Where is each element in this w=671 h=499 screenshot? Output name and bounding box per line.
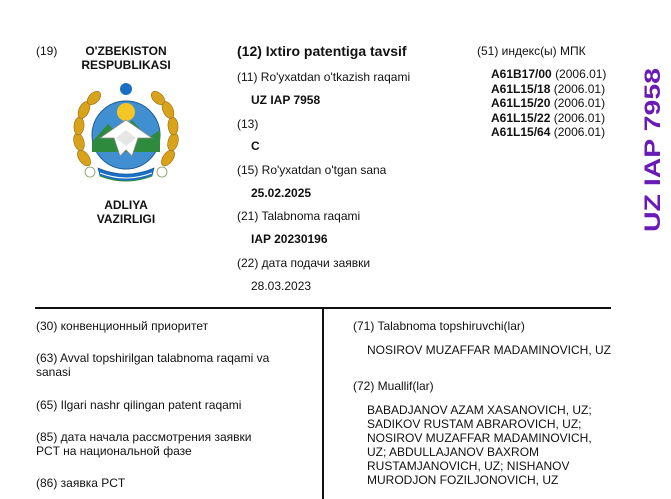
ministry-line-2: VAZIRLIGI	[96, 212, 156, 226]
filing-date-value: 28.03.2023	[251, 279, 312, 293]
ipc-code: A61L15/18	[491, 81, 551, 96]
registration-number-label: (11) Ro'yxatdan o'tkazish raqami	[237, 70, 411, 84]
application-number-value: IAP 20230196	[251, 232, 328, 246]
ipc-code: A61B17/00	[491, 67, 552, 81]
application-number-label: (21) Talabnoma raqami	[237, 209, 361, 223]
filing-date-label: (22) дата подачи заявки	[237, 256, 371, 270]
author-value: BABADJANOV AZAM XASANOVICH, UZ; SADIKOV RUSTAM ABRAROVICH, UZ; NOSIROV MUZAFFAR MADAMINOVICH, UZ; ABDULLAJANOV BAXROM RUSTAMJANOVICH, UZ; NISHANOV MURODJON FOZILJONOVICH, UZ	[367, 403, 592, 487]
registration-date-label: (15) Ro'yxatdan o'tgan sana	[237, 163, 387, 177]
ipc-entry	[491, 111, 606, 126]
ipc-version: (2006.01)	[553, 110, 606, 125]
ministry-name	[72, 198, 180, 226]
ipc-version: (2006.01)	[555, 67, 607, 81]
ipc-version: (2006.01)	[553, 81, 606, 96]
ipc-entry	[491, 125, 606, 140]
country-line-1: O'ZBEKISTON	[85, 44, 167, 58]
earlier-patent-label: (65) Ilgari nashr qilingan patent raqami	[36, 398, 242, 412]
ipc-code: A61L15/22	[491, 110, 551, 125]
vertical-patent-id-text: UZ IAP 7958	[640, 105, 665, 232]
vertical-patent-id	[640, 66, 666, 234]
ipc-code: A61L15/20	[491, 96, 551, 110]
convention-priority-label: (30) конвенционный приоритет	[36, 319, 209, 333]
ipc-title: (51) индекс(ы) МПК	[477, 44, 586, 58]
ministry-line-1: ADLIYA	[104, 198, 148, 212]
pct-application-label: (86) заявка PCT	[36, 476, 126, 490]
state-emblem-icon	[70, 80, 182, 190]
kind-code-value: C	[251, 139, 260, 153]
registration-date-value: 25.02.2025	[251, 186, 312, 200]
kind-code-label: (13)	[237, 117, 259, 131]
country-line-2: RESPUBLIKASI	[81, 58, 171, 72]
pct-national-phase-label: (85) дата начала рассмотрения заявки PCT на национальной фазе	[36, 430, 252, 458]
ipc-list	[491, 67, 606, 140]
country-name	[72, 44, 180, 72]
ipc-code: A61L15/64	[491, 125, 551, 139]
ipc-version: (2006.01)	[553, 96, 606, 110]
earlier-application-label: (63) Avval topshirilgan talabnoma raqami va sanasi	[36, 351, 270, 379]
document-title: (12) Ixtiro patentiga tavsif	[237, 43, 407, 59]
ipc-entry	[491, 82, 606, 97]
applicant-value: NOSIROV MUZAFFAR MADAMINOVICH, UZ	[367, 343, 612, 357]
registration-number-value: UZ IAP 7958	[251, 93, 321, 107]
ipc-entry	[491, 67, 606, 82]
author-label: (72) Muallif(lar)	[353, 379, 434, 393]
inid-code-19: (19)	[36, 44, 58, 58]
ipc-entry	[491, 96, 606, 111]
vertical-divider	[322, 309, 324, 499]
applicant-label: (71) Talabnoma topshiruvchi(lar)	[353, 319, 525, 333]
ipc-version: (2006.01)	[553, 125, 606, 139]
